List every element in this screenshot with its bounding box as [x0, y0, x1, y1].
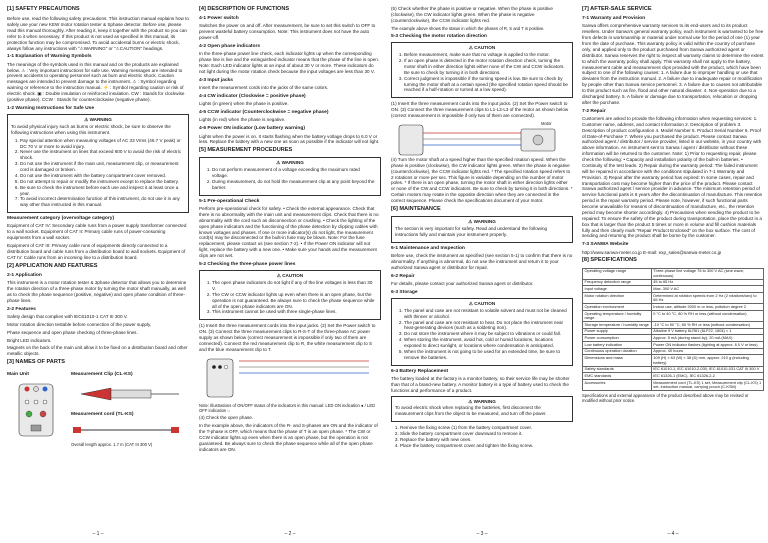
battery-step: 4. Place the battery compartment cover and tighten the fixing screw.	[400, 443, 573, 449]
spec-row	[583, 335, 764, 342]
warning-item: 5. Do not attempt to repair or modify the instrument except to replace the battery.	[20, 179, 185, 185]
step-5: (5) Check whether the phase is positive or negative. When the phase is positive (clockwise), the CW indicator lights green. When the phase is negative (counterclockwise), the CCW indicator lights red.	[391, 6, 553, 23]
category-text-2: Equipment of CAT III: Primary cable runs of equipments directly connected to a distribution board and cable runs from a distribution board to wall sockets. Equipment of CAT IV: Cable runs from an incoming line to a distribution board.	[7, 243, 186, 260]
motor-diagram	[391, 121, 571, 157]
caution-item: 4. When storing the instrument, avoid hot, cold or humid locations, locations exposed to direct sunlight, or locations where condensation is anticipated.	[404, 337, 569, 349]
function-title: 4-2 Open phase indicators	[199, 44, 261, 50]
repair-text: Customers are asked to provide the following information when requesting services: 1. Customer name, address, and contact information 2. Description of problem 3. Description of product configuration 4. Model Number 5. Product Serial Number 6. Proof of Date-of-Purchase 7. Where you purchased the product. Please contact Sanwa authorized agent / distributor / service provider, listed in our website, in your country with above information. An instrument sent to Sanwa / agent / distributor without these information will be returned to the customer. Note: 1) Prior to requesting repair, please check the following: • Capacity and installation polarity of the built-in batteries. • Continuity of the test leads. 2) Repair during the warranty period: The failed instrument will be repaired in accordance with the conditions stipulated in 7-1 Warranty and Provision. 3) Repair after the warranty period has expired: In some cases, repair and transportation cost may become higher than the price of the product. Please contact Sanwa authorized agent / service provider in advance. The minimum retention period of service functional parts is 6 years after the discontinuation of manufacture. This retention period is the repair warranty period. Please note, however, if such functional parts become unavailable for reasons of discontinuation of manufacture, etc., the retention period may become shorter accordingly. 4) Precautions when sending the product to be repaired: To ensure the safety of the product during transportation, place the product in a box that is larger than the product 5 times or more in volume and fill cushion materials fully and then clearly mark "Repair Product Enclosed" on the box surface. The cost of sending and returning the product shall be borne by the customer.	[582, 115, 763, 239]
spec-label: Power supply	[583, 328, 652, 335]
battery-text: The battery loaded at the factory is a monitor battery, so their service life may be shorter than that of a brand-new battery. A monitor battery is a type of battery used to check the functions and performance of a product.	[391, 375, 570, 393]
symbols-text: The meanings of the symbols used in this manual and on the products are explained below. ⚠ : Very important instructions for safe use. Warning messages are intended to prevent accidents to operating personnel such as burn and electric shock. Caution messages are intended to prevent damage to the instrument. ⚠ : Symbol regarding warning or reference to the instruction manual. ⚡ : Symbol regarding caution or risk of electric shock. ▣ : Double insulation or reinforced insulation. CW : Stands for clockwise (positive phase). CCW : Stands for counterclockwise (negative phase).	[7, 61, 185, 102]
caution-box	[391, 42, 573, 98]
warning-title: ⚠ WARNING	[468, 219, 496, 225]
subsection-title: 5-3 Checking the motor rotation direction	[391, 34, 487, 39]
warning-text: To avoid electric shock when replacing the batteries, first disconnect the measurement clips from the object to be measured, and turn off the power.	[395, 405, 547, 417]
spec-value: -10 °C to 50 °C, 80 % RH or less (without condensation)	[651, 322, 763, 329]
page-number: – 1 –	[92, 531, 104, 537]
spec-label: Storage temperature / humidity range	[583, 322, 652, 329]
spec-value: Approx. 40 hours	[651, 348, 763, 355]
subsection-title: 6-4 Battery Replacement	[391, 368, 449, 374]
spec-label: Input voltage	[583, 286, 652, 293]
example-note: The example above shows the status in which the phases of R, S and T is positive.	[391, 25, 545, 31]
function-title: 4-4 CW indicator (Clockwise = positive phase)	[199, 93, 306, 99]
spec-row	[583, 286, 764, 293]
warning-intro: To avoid physical injury such as burns or electric shock, be sure to observe the following instructions when using this instrument.	[11, 123, 171, 135]
spec-row	[583, 293, 764, 304]
clip-label: Measurement Clip (CL-KS)	[71, 372, 133, 378]
spec-row	[583, 328, 764, 335]
spec-label: Motor rotation direction	[583, 293, 652, 304]
function-title: 4-3 Input jacks	[199, 77, 233, 83]
spec-value: 0 °C to 40 °C, 80 % RH or less (without condensation)	[651, 310, 763, 321]
spec-value: Power ON indicator flashes (lighting at approx. 6.0 V or less)	[651, 342, 763, 349]
spec-value: Approx. 5 mA (during stand-by), 20 mA (MAX)	[651, 335, 763, 342]
function-text: In the three-phase power line check, each indicator lights up when the corresponding phase line is live and the extinguished indicator means that the phase of the line is open. Note: Each LED indicator lights at an input of about 30 V or more. These indicators do not light during the motor rotation check because the input voltages are less than 30 V.	[199, 51, 380, 74]
led-note: Note: Illustrations of ON/OFF status of the indicators in this manual: LED ON indication ● / LED OFF indication ○	[199, 402, 376, 413]
warning-item: 3. Do not use the instrument if the main unit, measurement clip, or measurement cord is damaged or broken.	[20, 161, 185, 173]
spec-row	[583, 268, 764, 279]
spec-row	[583, 373, 764, 380]
warning-box	[391, 216, 573, 243]
spec-label: Power consumption	[583, 335, 652, 342]
spec-value: IEC 61010-1, IEC 61010-2-030, IEC 61010-031 CAT III 300 V	[651, 366, 763, 373]
column-4	[582, 6, 764, 526]
repair-text: For details, please contact your authorized Sanwa agent or distributor.	[391, 280, 534, 286]
inspection-text: Before use, check the instrument as specified (see section 5-1) to confirm that there is no abnormality. If anything is abnormal, do not use the instrument and return it to your authorized Sanwa agent or distributor for repair.	[391, 252, 573, 270]
category-text: Equipment of CAT IV: Secondary cable runs from a power supply transformer connected to a wall socket. Equipment of CAT II: Primary cable runs of power-consuming equipments from a wall socket.	[7, 223, 187, 241]
section-title-safety: [1] SAFETY PRECAUTIONS	[7, 6, 80, 12]
function-text: Switches the power on and off. After measurement, be sure to set this switch to OFF to prevent wasteful battery consumption. Note: This instrument does not have the auto power-off.	[199, 23, 376, 41]
section-title-parts: [3] NAMES OF PARTS	[7, 359, 66, 366]
caution-item: 2. If an open phase is detected in the motor rotation direction check, turning the motor shaft in either direction lights either none of the CW and CCW indicators. Be sure to check by turning it in both directions.	[404, 58, 569, 76]
subsection-title: 7-2 Repair	[582, 108, 606, 114]
category-title: Measurement category (overvoltage category)	[7, 216, 115, 222]
warning-title: ⚠ WARNING	[84, 117, 112, 123]
caution-item: 1. Before measurement, make sure that no voltage is applied to the motor.	[404, 52, 569, 58]
function-text: Lights (in green) when the phase is positive.	[199, 101, 289, 107]
caution-item: 2. The panel and case are not resistant to heat. Do not place the instrument near heat-generating devices (such as a soldering iron).	[404, 320, 569, 332]
spec-label: Safety standards	[583, 366, 652, 373]
function-text: Lights when the power is on. It starts flashing when the battery voltage drops to 6.0 V or less. Replace the battery with a new one as soon as possible if the indicator will not light.	[199, 133, 380, 145]
warranty-text: Sanwa offers comprehensive warranty services to its end-users and to its product resellers. Under Sanwa's general warranty policy, each instrument is warranted to be free from defects in workmanship or material under normal use for the period of one (1) year from the date of purchase. This warranty policy is valid within the country of purchase only, and applied only to the product purchased from Sanwa authorized agent or distributor. Sanwa reserves the right to inspect all warranty claims to determine the extent to which the warranty policy shall apply. This warranty shall not apply to the battery, measurement cable and measurement clips provided with the product, which have been subject to one of the following causes: 1. A failure due to improper handling or use that deviates from the instruction manual. 2. A failure due to inadequate repair or modification by people other than Sanwa service personnel. 3. A failure due to causes not attributable to this product such as fire, flood and other natural disaster. 4. Non-operation due to a discharged battery. 5. A failure or damage due to transportation, relocation or dropping after the purchase.	[582, 23, 764, 105]
warning-title: ⚠ WARNING	[276, 160, 304, 166]
subsection-title: 2-2 Features	[7, 306, 36, 312]
spec-label: Operating temperature / humidity range	[583, 310, 652, 321]
feature-item: Motor rotation direction testable before connection of the power supply.	[7, 321, 152, 327]
spec-row	[583, 279, 764, 286]
caution-title: ⚠ CAUTION	[276, 273, 304, 279]
spec-note: Specifications and external appearance of the product described above may be revised or modified without prior notice.	[582, 393, 749, 404]
spec-label: Frequency detection range	[583, 279, 652, 286]
spec-value: Alkaline 9 V battery 6LR61 (6LF22, 1604) × 1	[651, 328, 763, 335]
spec-row	[583, 348, 764, 355]
feature-item: Safety design that complies with IEC61010-1 CAT III 300 V.	[7, 313, 128, 319]
warning-box	[391, 396, 573, 423]
website-text[interactable]: http://www.sanwa-meter.co.jp E-mail: exp_sales@sanwa-meter.co.jp	[582, 249, 722, 255]
spec-row	[583, 342, 764, 349]
application-text: This instrument is a motor rotation tester & 3phase detector that allows you to determine the rotation direction of a three-phase motor by turning the motor shaft manually, as well as to check the phase sequence (positive, negative) and open phase condition of three-phase lines.	[7, 280, 187, 303]
function-title: 4-5 CCW indicator (Counterclockwise = negative phase)	[199, 110, 329, 116]
spec-value: Three-phase line voltage 76 to 300 V AC (sine wave, continuous)	[651, 268, 763, 279]
feature-item: Magnets on the back of the main unit allow it to be fixed on a distribution board and other metallic objects.	[7, 345, 188, 357]
procedure-steps: (1) Insert the three measurement cords into the input jacks. (2) Set the Power switch to ON. (3) Connect the three measurement clips to R-S-T of the three-phase AC power supply as shown below (correct measurement is impossible if only two of them are connected). Connect the red measurement clip to R, the white measurement clip to S and the blue measurement clip to T.	[199, 323, 376, 352]
cord-illustration	[71, 420, 181, 440]
spec-label: Operation environment	[583, 304, 652, 311]
spec-label: EMC standards	[583, 373, 652, 380]
spec-row	[583, 310, 764, 321]
subsection-title: 5-1 Pre-operational Check	[199, 198, 260, 204]
subsection-title: 5-2 Checking the three-phase power lines	[199, 261, 296, 267]
spec-value: Indoor use, altitude 2000 m or less, pollution degree 2	[651, 304, 763, 311]
safety-intro: Before use, read the following safety precautions. This instruction manual explains how to safely use your new KEW motor rotation tester & Sphase detector. Before use, please read this manual thoroughly. After reading it, keep it together with the product so you can refer to it when necessary. If this product is not used as specified in this manual, its protection function may be compromised. To avoid accidental burns or electric shock, always follow any instructions with "⚠WARNING" or "⚠CAUTION" headings.	[7, 16, 189, 51]
motor-steps: (1) Insert the three measurement cords into the input jacks. (2) Set the Power switch to ON. (3) Connect the three measurement clips to L1-L2-L3 of the motor as shown below (correct measurement is impossible if only two of them are connected).	[391, 101, 569, 119]
cord-length-note: Overall length approx. 1.7 m (CAT III 300 V)	[71, 441, 153, 447]
spec-label: Dimensions and mass	[583, 355, 652, 366]
warning-text: The section is very important for safety. Read and understand the following instructions fully and maintain your instrument properly.	[395, 225, 548, 237]
column-1	[7, 6, 189, 526]
warning-title: ⚠ WARNING	[468, 398, 496, 404]
warning-box	[7, 114, 189, 213]
spec-value: Measurement cord (TL-KS) 1 set, Measurement clip (CL-KS) 1 set, instruction manual, carrying pouch (C-KSM)	[651, 379, 763, 390]
spec-row	[583, 355, 764, 366]
section-title-application: [2] APPLICATION AND FEATURES	[7, 262, 98, 269]
warning-item: 6. Be sure to check the instrument before each use and inspect it at least once a year.	[20, 185, 185, 197]
cord-label: Measurement cord (TL-KS)	[71, 412, 134, 418]
subsection-title: 7-1 Warranty and Provision	[582, 16, 646, 22]
page-number: – 3 –	[476, 531, 488, 537]
spec-row	[583, 366, 764, 373]
spec-row	[583, 322, 764, 329]
warning-item: 2. Never use the instrument on lines that exceed 600 V to avoid the risk of electric shock.	[20, 149, 185, 161]
caution-item: 2. The CW or CCW indicator lights up even when there is an open phase, but the operation is not guaranteed. Be always sure to check the phase sequence while all of the open phase indicators are ON.	[212, 292, 377, 310]
clip-illustration	[71, 380, 181, 408]
precheck-text: Perform pre-operational check for safety. • Check the external appearance. Check that there is no abnormality with the main unit and measurement clips. Check that there is no abnormality with the cord such as disconnection or crushing. • Check the lighting of the open phase indicators and the functioning of the phase detection by clipping cables with known voltages and phases. If one or more indicator(s) do not light, the measurement cord(s) may be disconnected or the built-in fuse may be blown. Note: For the fuse replacement, please contact us (see section 7-2). • If the Power ON indicator will not light, replace the battery with a new one. • Make sure your hands and the measurement clips are not wet.	[199, 206, 379, 259]
warning-item: 2. During measurement, do not hold the measurement clip at any point beyond the barrier.	[212, 179, 377, 191]
spec-label: Accessories	[583, 379, 652, 390]
spec-label: Low battery indication	[583, 342, 652, 349]
main-unit-label: Main Unit	[7, 372, 30, 378]
subsection-title: 6-3 Storage	[391, 289, 418, 295]
battery-step: 1. Remove the fixing screw (1) from the battery compartment cover.	[400, 425, 573, 431]
caution-item: 3. Correct judgment is impossible if the turning speed is low. Be sure to check by turning the motor shaft at a certain speed (the specified rotation speed should be reached if a half-rotation or turned at a low speed).	[404, 76, 569, 94]
section-title-maintenance: [6] MAINTENANCE	[391, 205, 441, 212]
specifications-table	[582, 268, 764, 392]
page-number: – 4 –	[667, 531, 679, 537]
spec-row	[583, 379, 764, 390]
spec-value: Max. 300 V AC	[651, 286, 763, 293]
section-title-procedures: [5] MEASUREMENT PROCEDURES	[199, 147, 293, 154]
section-title-functions: [4] DESCRIPTION OF FUNCTIONS	[199, 6, 290, 12]
caution-item: 5. When the instrument is not going to be used for an extended time, be sure to remove the batteries.	[404, 349, 569, 361]
caution-item: 3. This instrument cannot be used with three single-phase lines.	[212, 309, 377, 315]
function-text: Insert the measurement cords into the jacks of the same colors.	[199, 85, 329, 91]
spec-value: 45 to 65 Hz	[651, 279, 763, 286]
warning-box	[199, 157, 381, 195]
caution-title: ⚠ CAUTION	[468, 45, 496, 51]
subsection-title: 1-2 Warning Instructions for Safe Use	[7, 105, 95, 111]
function-text: Lights (in red) when the phase is negative.	[199, 117, 286, 123]
battery-step: 3. Replace the battery with new ones.	[400, 437, 573, 443]
section-title-service: [7] AFTER-SALE SERVICE	[582, 6, 652, 12]
caution-box	[391, 298, 573, 366]
feature-item: Bright LED indicators.	[7, 337, 52, 343]
page-number: – 2 –	[284, 531, 296, 537]
warning-item: 7. To avoid incorrect determination function of this instrument, do not use it in any way other than instructed in this manual.	[20, 196, 185, 208]
warning-item: 4. Do not use the instrument with the battery compartment cover removed.	[20, 173, 185, 179]
spec-row	[583, 304, 764, 311]
spec-label: Operating voltage range	[583, 268, 652, 279]
motor-label: Motor	[541, 120, 552, 126]
subsection-title: 7-3 SANWA Website	[582, 242, 629, 248]
spec-label: Continuous operation duration	[583, 348, 652, 355]
caution-title: ⚠ CAUTION	[468, 300, 496, 306]
column-2	[199, 6, 381, 526]
function-title: 4-1 Power switch	[199, 16, 239, 22]
spec-value: 109 (H) × 63 (W) × 38 (D) mm, approx. 210 g (including battery)	[651, 355, 763, 366]
column-3	[391, 6, 573, 526]
power-line-diagram	[199, 355, 379, 401]
caution-box	[199, 270, 381, 320]
warning-item: 1. Pay special attention when measuring voltages of AC 33 Vrms (46.7 V peak) or DC 70 V or more to avoid injury.	[20, 138, 185, 150]
function-title: 4-6 Power ON indicator (Low battery warning)	[199, 126, 305, 132]
subsection-title: 1-1 Explanation of Warning Symbols	[7, 54, 92, 60]
example-text: In the example above, the indicators of the R- and S-phases are ON and the indicator of the T-phase is OFF, which means that the phase of T is an open phase. * The CW or CCW indicator lights up even when there is an open phase, but the operation is not guaranteed. Be always sure to check the phase sequence while all of the open phase indicators are ON.	[199, 423, 378, 452]
spec-value: IEC 61326-1 (EMC), IEC 61326-2-2	[651, 373, 763, 380]
caution-item: 3. Do not store the instrument where it may be subject to vibrations or could fall.	[404, 331, 569, 337]
warning-item: 1. Do not perform measurement of a voltage exceeding the maximum rated voltage.	[212, 167, 377, 179]
battery-step: 2. Slide the battery compartment cover downward to remove it.	[400, 431, 573, 437]
feature-item: Phase sequence and open phase checking of three-phase lines.	[7, 329, 138, 335]
subsection-title: 2-1 Application	[7, 272, 42, 278]
caution-item: 1. The open phase indicators do not light if any of the line voltages is less than 30 V.	[212, 280, 377, 292]
motor-step-4: (4) Turn the motor shaft at a speed higher than the specified rotation speed. When the phase is positive (clockwise), the CW indicator lights green. When the phase is negative (counterclockwise), the CCW indicator lights red. * The specified rotation speed refers to 2 rotations or more per sec. This figure is variable depending on the number of motor poles. * If there is an open phase, turning the motor shaft in either direction lights either or none of the CW and CCW indicators. Be sure to check by turning it in both directions. * Certain motors may rotate in the opposite direction when they are connected in the correct sequence. Please check the specifications document of your motor.	[391, 156, 573, 204]
caution-item: 1. The panel and case are not resistant to volatile solvent and must not be cleaned with thinner or alcohol.	[404, 308, 569, 320]
spec-value: Determined at rotation speeds from 2 Hz (2 rotations/sec) to 65 Hz	[651, 293, 763, 304]
step-4: (4) Check the open phase.	[199, 415, 254, 421]
subsection-title: 6-2 Repair	[391, 273, 415, 279]
section-title-specifications: [8] SPECIFICATIONS	[582, 257, 637, 264]
subsection-title: 6-1 Maintenance and Inspection	[391, 245, 465, 251]
main-unit-illustration	[7, 380, 65, 440]
